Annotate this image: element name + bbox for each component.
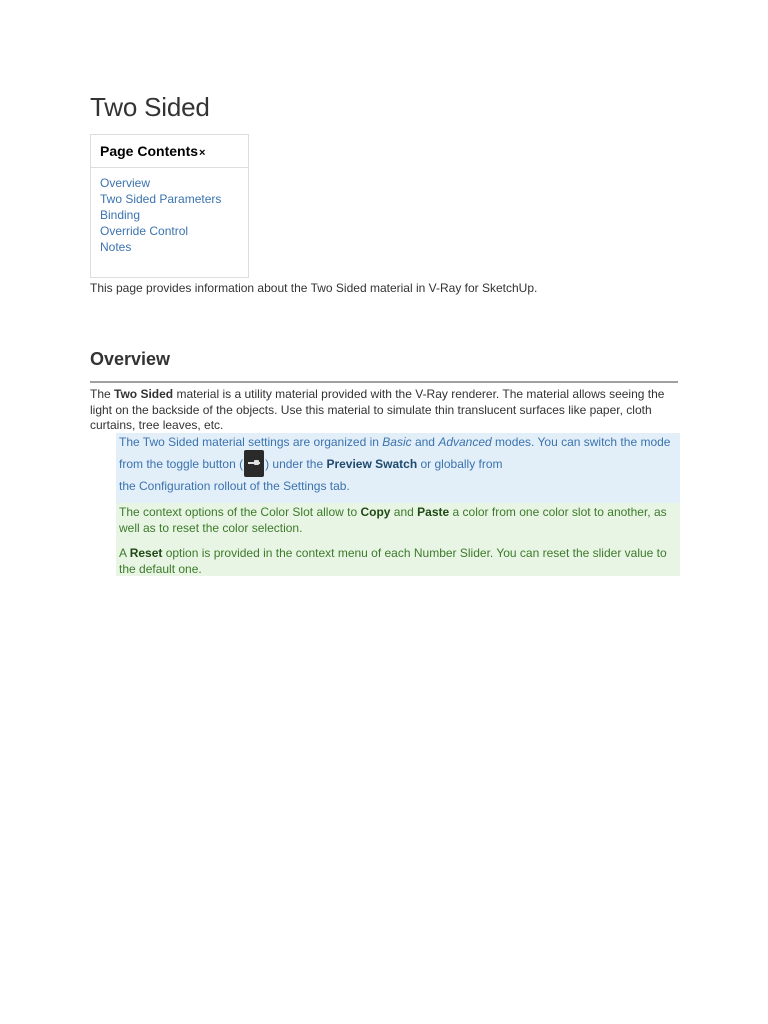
intro-text: This page provides information about the Two Sided material in V-Ray for SketchUp. <box>90 281 538 295</box>
info-basic-term: Basic <box>382 435 412 449</box>
page-contents-panel <box>90 134 249 278</box>
tip-color-slot <box>119 504 680 536</box>
tip-number-slider <box>119 536 680 577</box>
overview-heading: Overview <box>90 349 171 369</box>
tip-text: a color from one color slot to another, as well as to reset the color selection. <box>119 505 667 535</box>
tip-text: option is provided in the context menu of each Number Slider. You can reset the slider value to the default one. <box>119 546 667 576</box>
overview-text-rest: material is a utility material provided with the V-Ray renderer. The material allows seeing the light on the backside of the objects. Use this material to simulate thin translucent surfaces like paper, cloth curtains, tree leaves, etc. <box>90 387 665 432</box>
toggle-icon[interactable] <box>244 450 264 477</box>
info-configuration-line: the Configuration rollout of the Settings tab. <box>119 479 350 493</box>
tip-text: and <box>390 505 418 519</box>
info-text: ) under the <box>265 457 327 471</box>
info-advanced-term: Advanced <box>438 435 492 449</box>
toc-link-overview[interactable]: Overview <box>100 176 151 190</box>
overview-paragraph <box>90 387 682 434</box>
info-line <box>119 434 680 477</box>
tip-text: A <box>119 546 130 560</box>
preview-swatch-term: Preview Swatch <box>326 457 418 471</box>
overview-text-start: The <box>90 387 115 401</box>
info-text: and <box>411 435 439 449</box>
toc-link-two-sided-parameters[interactable]: Two Sided Parameters <box>100 192 222 206</box>
close-icon[interactable]: × <box>199 147 206 159</box>
copy-term: Copy <box>360 505 391 519</box>
toc-link-override-control[interactable]: Override Control <box>100 224 189 238</box>
info-text: The Two Sided material settings are organized in <box>119 435 383 449</box>
section-divider <box>90 381 678 383</box>
page-title: Two Sided <box>90 92 210 122</box>
info-panel <box>116 433 680 503</box>
info-text: or globally from <box>417 457 503 471</box>
toc-list <box>91 168 248 255</box>
tip-text: The context options of the Color Slot allow to <box>119 505 361 519</box>
paste-term: Paste <box>417 505 450 519</box>
reset-term: Reset <box>129 546 163 560</box>
toc-header <box>91 135 248 168</box>
toc-link-binding[interactable]: Binding <box>100 208 141 222</box>
toc-link-notes[interactable]: Notes <box>100 240 132 254</box>
info-text: modes. You can switch the mode from the toggle button ( <box>119 435 671 471</box>
toc-title: Page Contents <box>100 143 199 159</box>
tip-panel <box>116 503 680 576</box>
overview-bold-term: Two Sided <box>114 387 174 401</box>
